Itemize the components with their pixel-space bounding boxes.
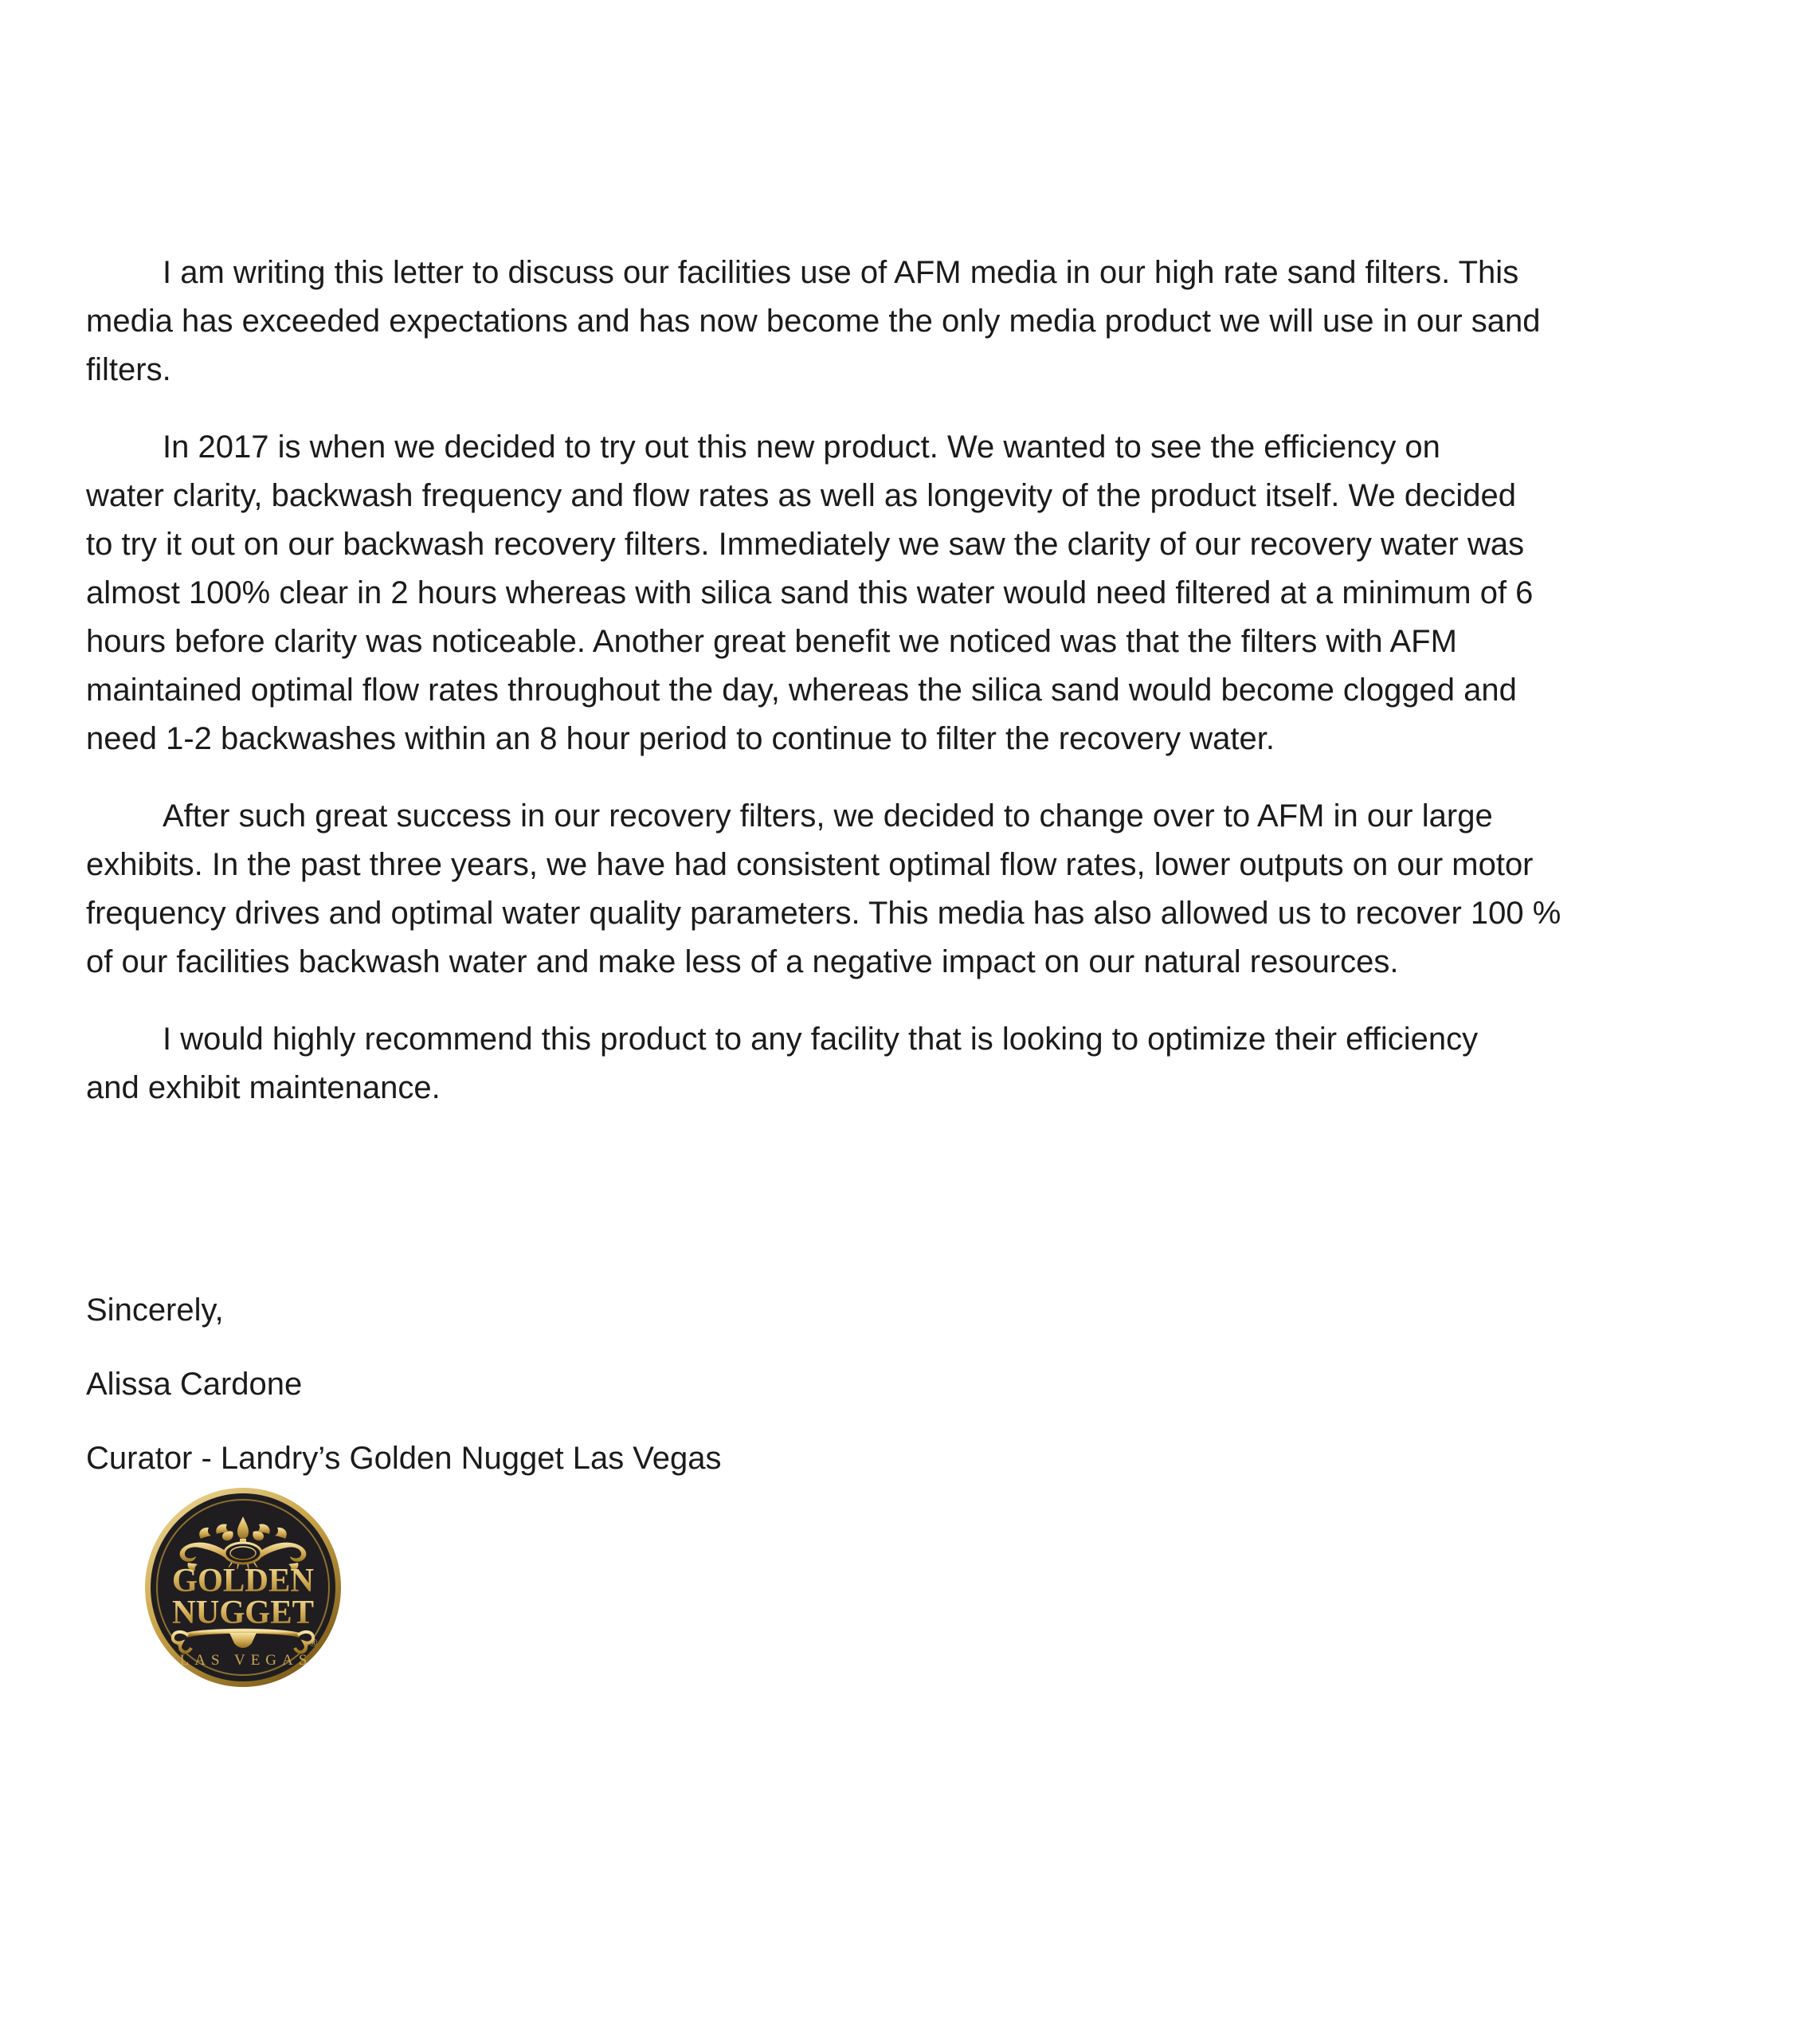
paragraph-line: almost 100% clear in 2 hours whereas with silica sand this water would need filtered at a minimum of 6 (86, 575, 1534, 610)
signature-name-text: Alissa Cardone (86, 1367, 303, 1402)
closing-text: Sincerely, (86, 1293, 224, 1328)
letter-paragraph-4 (86, 1015, 1719, 1112)
registered-mark: ® (309, 1638, 318, 1650)
paragraph-line: and exhibit maintenance. (86, 1070, 441, 1105)
paragraph-line: filters. (86, 352, 171, 387)
letter-paragraph-3 (86, 792, 1719, 987)
paragraph-line: hours before clarity was noticeable. Another great benefit we noticed was that the filters with AFM (86, 624, 1457, 659)
letter-body (86, 249, 1719, 1689)
signature-title (86, 1434, 1719, 1483)
signature-name (86, 1360, 1719, 1409)
closing (86, 1286, 1719, 1335)
golden-nugget-badge-icon (143, 1486, 343, 1689)
paragraph-line: I would highly recommend this product to any facility that is looking to optimize their efficiency (163, 1022, 1479, 1057)
letter-paragraph-1 (86, 249, 1719, 394)
logo-text-golden: GOLDEN (172, 1563, 314, 1599)
paragraph-line: need 1-2 backwashes within an 8 hour period to continue to filter the recovery water. (86, 721, 1275, 756)
logo-text-nugget: NUGGET (172, 1595, 314, 1631)
paragraph-line: exhibits. In the past three years, we have had consistent optimal flow rates, lower outputs on our motor (86, 847, 1534, 882)
signature-title-text: Curator - Landry’s Golden Nugget Las Vegas (86, 1441, 722, 1476)
paragraph-line: media has exceeded expectations and has now become the only media product we will use in our sand (86, 304, 1541, 339)
paragraph-line: to try it out on our backwash recovery filters. Immediately we saw the clarity of our recovery water was (86, 527, 1525, 562)
paragraph-line: maintained optimal flow rates throughout the day, whereas the silica sand would become clogged and (86, 673, 1517, 708)
paragraph-line: of our facilities backwash water and make less of a negative impact on our natural resources. (86, 944, 1399, 979)
paragraph-line: frequency drives and optimal water quality parameters. This media has also allowed us to recover 100 % (86, 896, 1561, 931)
paragraph-line: After such great success in our recovery filters, we decided to change over to AFM in our large (163, 798, 1493, 834)
paragraph-line: I am writing this letter to discuss our facilities use of AFM media in our high rate sand filters. This (163, 255, 1519, 290)
letter-paragraph-2 (86, 423, 1719, 763)
signature-block (86, 1286, 1719, 1483)
logo-text-las-vegas: LAS VEGAS (179, 1652, 313, 1669)
paragraph-line: water clarity, backwash frequency and flow rates as well as longevity of the product itself. We decided (86, 478, 1516, 513)
paragraph-line: In 2017 is when we decided to try out this new product. We wanted to see the efficiency on (163, 430, 1440, 465)
golden-nugget-logo (143, 1486, 343, 1689)
